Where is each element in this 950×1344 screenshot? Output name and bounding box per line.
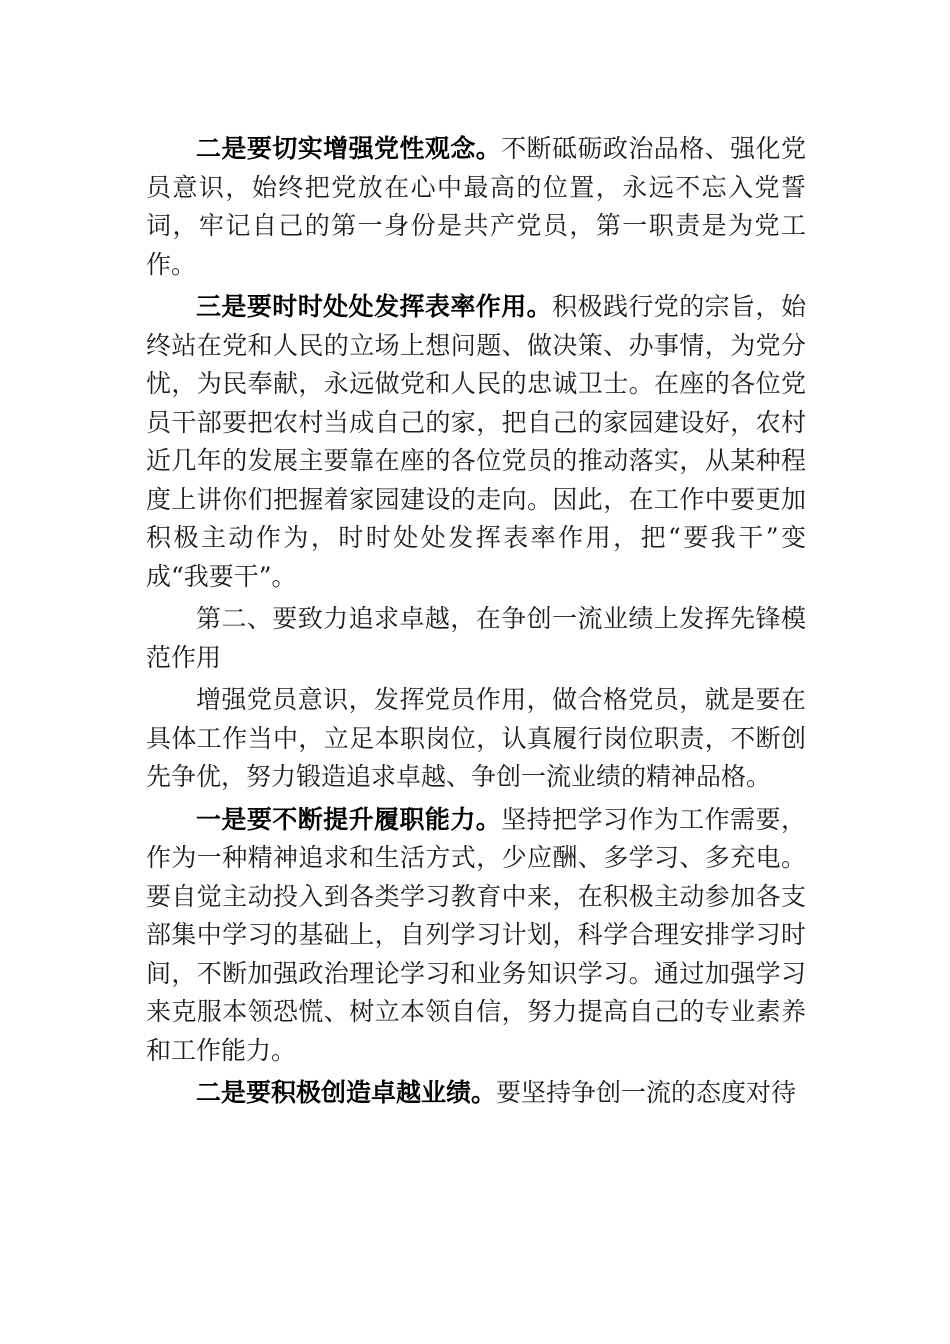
section-heading <box>146 600 806 677</box>
paragraph-heading: 一是要不断提升履职能力。 <box>196 804 502 834</box>
document-body <box>146 130 806 1113</box>
paragraph-text: 增强党员意识，发挥党员作用，做合格党员，就是要在具体工作当中，立足本职岗位，认真履行岗位职责，不断创先争优，努力锻造追求卓越、争创一流业绩的精神品格。 <box>146 685 806 791</box>
paragraph-text: 要坚持争创一流的态度对待 <box>496 1078 797 1107</box>
paragraph-text: 坚持把学习作为工作需要，作为一种精神追求和生活方式，少应酬、多学习、多充电。要自觉主动投入到各类学习教育中来，在积极主动参加各支部集中学习的基础上，自列学习计划，科学合理安排学习时间，不断加强政治理论学习和业务知识学习。通过加强学习来克服本领恐慌、树立本领自信，努力提高自己的专业素养和工作能力。 <box>146 804 806 1065</box>
paragraph-text: 不断砥砺政治品格、强化党员意识，始终把党放在心中最高的位置，永远不忘入党誓词，牢记自己的第一身份是共产党员，第一职责是为党工作。 <box>146 134 806 279</box>
paragraph-heading: 二是要积极创造卓越业绩。 <box>196 1078 497 1107</box>
paragraph-6 <box>146 1074 806 1113</box>
paragraph-5 <box>146 801 806 1071</box>
paragraph-text: 第二、要致力追求卓越，在争创一流业绩上发挥先锋模范作用 <box>146 604 806 672</box>
paragraph-heading: 三是要时时处处发挥表率作用。 <box>196 292 553 321</box>
paragraph-text: 积极践行党的宗旨，始终站在党和人民的立场上想问题、做决策、办事情，为党分忧，为民奉献，永远做党和人民的忠诚卫士。在座的各位党员干部要把农村当成自己的家，把自己的家园建设好，农村近几年的发展主要靠在座的各位党员的推动落实，从某种程度上讲你们把握着家园建设的走向。因此，在工作中要更加积极主动作为，时时处处发挥表率作用，把“要我干”变成“我要干”。 <box>146 292 806 591</box>
paragraph-2 <box>146 288 806 596</box>
paragraph-heading: 二是要切实增强党性观念。 <box>196 134 502 163</box>
paragraph-4 <box>146 681 806 797</box>
paragraph-1 <box>146 130 806 284</box>
